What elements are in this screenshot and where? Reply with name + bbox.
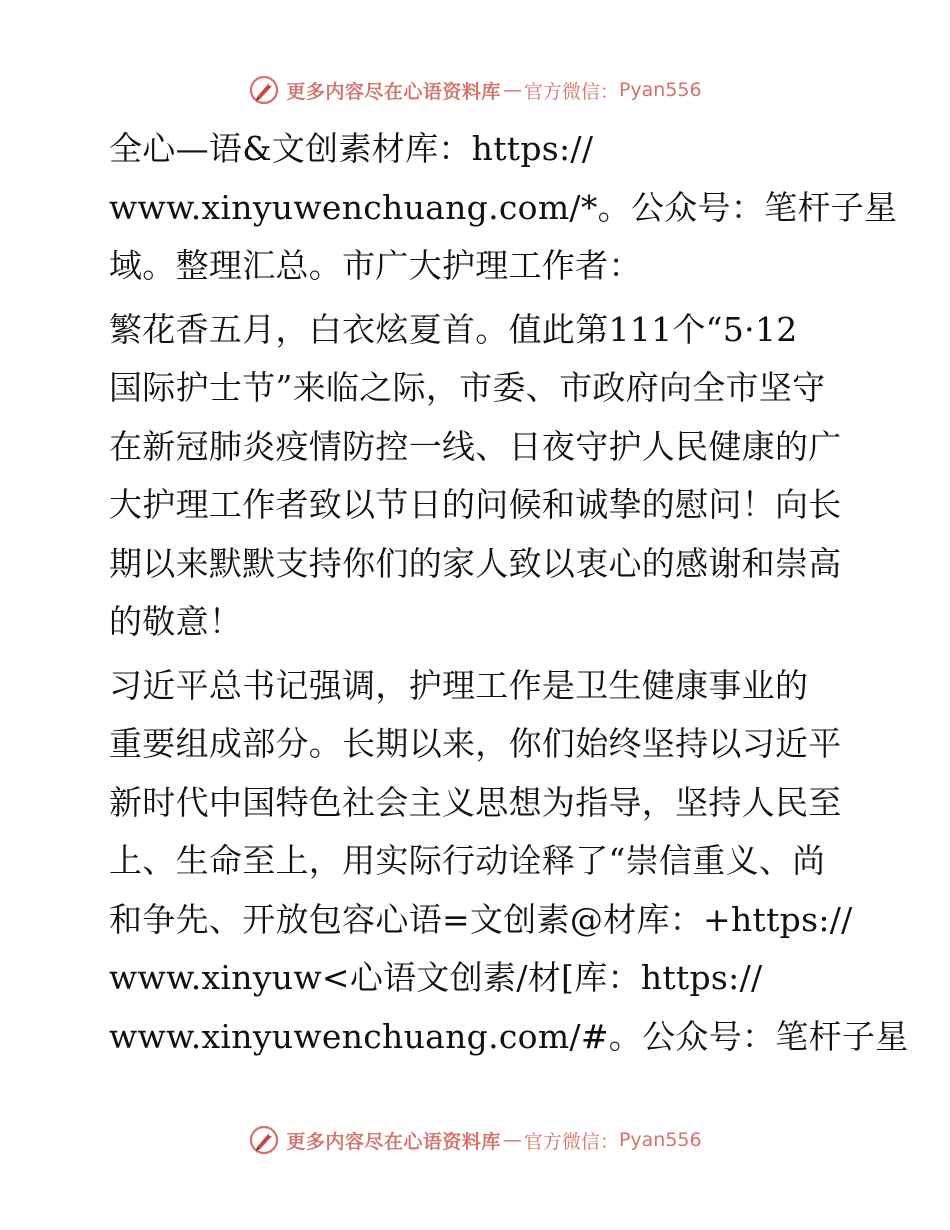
text-line: 的敬意！: [109, 602, 243, 641]
header-separator: —: [502, 79, 522, 101]
text-line: 和争先、开放包容心语=文创素@材库：+https://: [109, 899, 853, 939]
footer-site-text: 更多内容尽在心语资料库: [286, 1130, 501, 1153]
text-line: www.xinyuwenchuang.com/#。公众号：笔杆子星: [109, 1016, 909, 1056]
paragraph-greeting: [97, 301, 857, 652]
text-line: 期以来默默支持你们的家人致以衷心的感谢和崇高: [109, 543, 842, 583]
header-site-text: 更多内容尽在心语资料库: [286, 80, 501, 103]
footer-wechat-label: 官方微信：: [523, 1130, 619, 1153]
text-line: 域。整理汇总。市广大护理工作者：: [109, 246, 642, 285]
header-wechat-label: 官方微信：: [523, 80, 619, 103]
text-line: www.xinyuwenchuang.com/*。公众号：笔杆子星: [109, 187, 898, 227]
text-line: 新时代中国特色社会主义思想为指导，坚持人民至: [109, 782, 842, 822]
header-banner: [0, 70, 950, 110]
footer-banner: [0, 1120, 950, 1160]
header-wechat-id: Pyan556: [618, 79, 702, 101]
paragraph-emphasis: [97, 657, 909, 1067]
text-line: 国际护士节”来临之际，市委、市政府向全市坚守: [109, 368, 826, 407]
text-line: 大护理工作者致以节日的问候和诚挚的慰问！向长: [109, 485, 842, 524]
text-line: www.xinyuw<心语文创素/材[库：https://: [109, 958, 763, 997]
text-line: 重要组成部分。长期以来，你们始终坚持以习近平: [109, 724, 842, 763]
text-line: 上、生命至上，用实际行动诠释了“崇信重义、尚: [109, 841, 826, 880]
footer-separator: —: [502, 1129, 522, 1151]
pen-logo-icon: [248, 74, 280, 106]
document-body: [97, 120, 909, 1071]
text-line: 习近平总书记强调，护理工作是卫生健康事业的: [109, 665, 809, 705]
pen-logo-icon: [248, 1124, 280, 1156]
footer-wechat-id: Pyan556: [618, 1129, 702, 1151]
text-line: 繁花香五月，白衣炫夏首。值此第111个“5·12: [109, 309, 798, 349]
text-line: 全心—语&文创素材库：https://: [109, 129, 594, 168]
paragraph-intro: [97, 120, 898, 296]
text-line: 在新冠肺炎疫情防控一线、日夜守护人民健康的广: [109, 426, 842, 466]
